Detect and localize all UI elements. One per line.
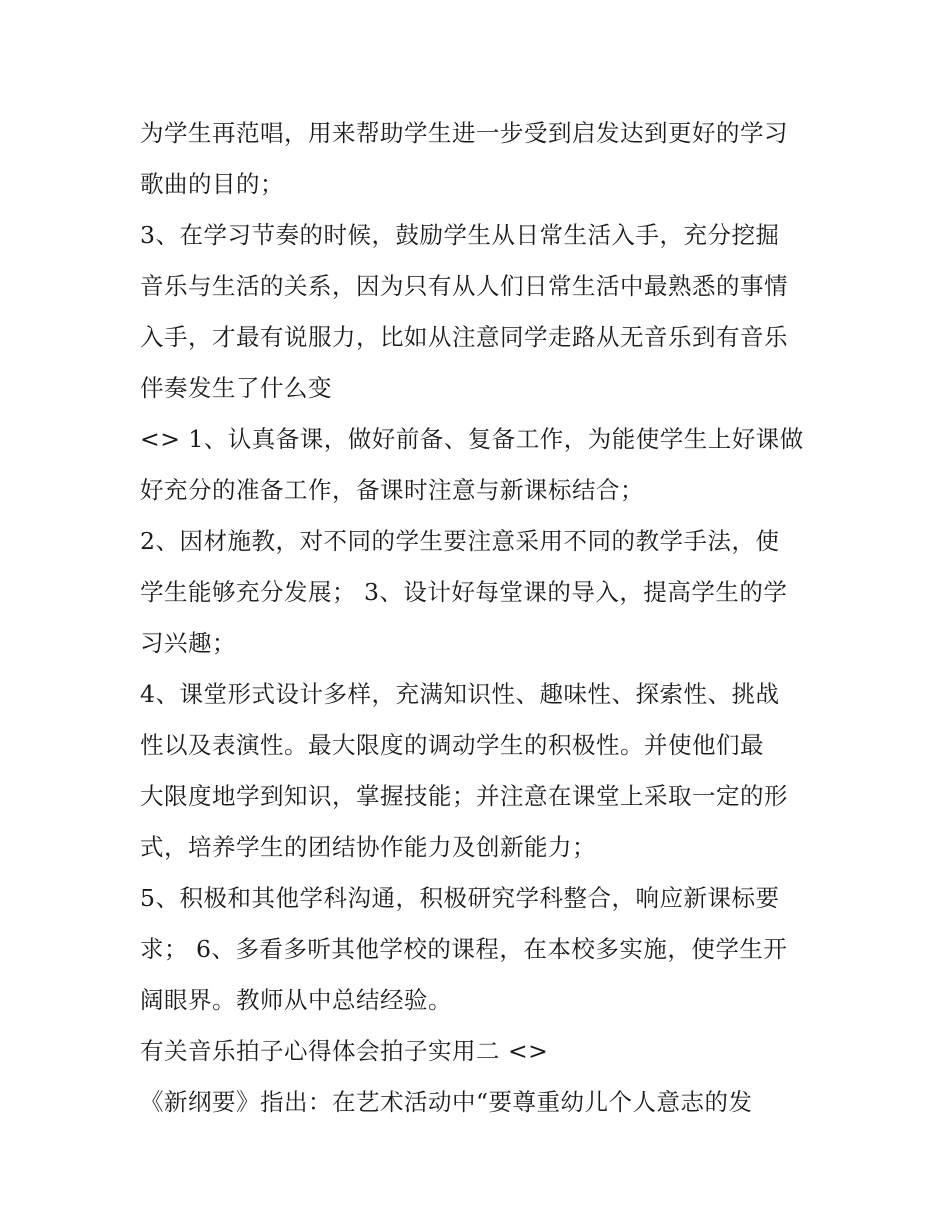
text-line: 入手，才最有说服力，比如从注意同学走路从无音乐到有音乐: [140, 323, 788, 351]
text-line: 大限度地学到知识，掌握技能；并注意在课堂上采取一定的形: [140, 782, 788, 810]
text-line: 2、因材施教，对不同的学生要注意采用不同的教学手法，使: [140, 527, 780, 555]
section-heading: 有关音乐拍子心得体会拍子实用二 <>: [140, 1037, 549, 1065]
text-line: 歌曲的目的；: [140, 170, 284, 198]
text-line: 好充分的准备工作，备课时注意与新课标结合；: [140, 476, 644, 504]
text-line: 求； 6、多看多听其他学校的课程，在本校多实施，使学生开: [140, 935, 788, 963]
text-line: <> 1、认真备课，做好前备、复备工作，为能使学生上好课做: [140, 425, 804, 453]
document-body: [140, 108, 820, 1128]
text-line: 阔眼界。教师从中总结经验。: [140, 986, 452, 1014]
text-line: 伴奏发生了什么变: [140, 374, 332, 402]
text-line: 学生能够充分发展； 3、设计好每堂课的导入，提高学生的学: [140, 578, 788, 606]
text-line: 3、在学习节奏的时候，鼓励学生从日常生活入手，充分挖掘: [140, 221, 780, 249]
text-line: 为学生再范唱，用来帮助学生进一步受到启发达到更好的学习: [140, 119, 788, 147]
text-line: 《新纲要》指出：在艺术活动中“要尊重幼儿个人意志的发: [140, 1088, 753, 1116]
text-line: 音乐与生活的关系，因为只有从人们日常生活中最熟悉的事情: [140, 272, 788, 300]
text-line: 习兴趣；: [140, 629, 236, 657]
text-line: 5、积极和其他学科沟通，积极研究学科整合，响应新课标要: [140, 884, 780, 912]
text-line: 式，培养学生的团结协作能力及创新能力；: [140, 833, 596, 861]
text-line: 性以及表演性。最大限度的调动学生的积极性。并使他们最: [140, 731, 764, 759]
text-line: 4、课堂形式设计多样，充满知识性、趣味性、探索性、挑战: [140, 680, 780, 708]
